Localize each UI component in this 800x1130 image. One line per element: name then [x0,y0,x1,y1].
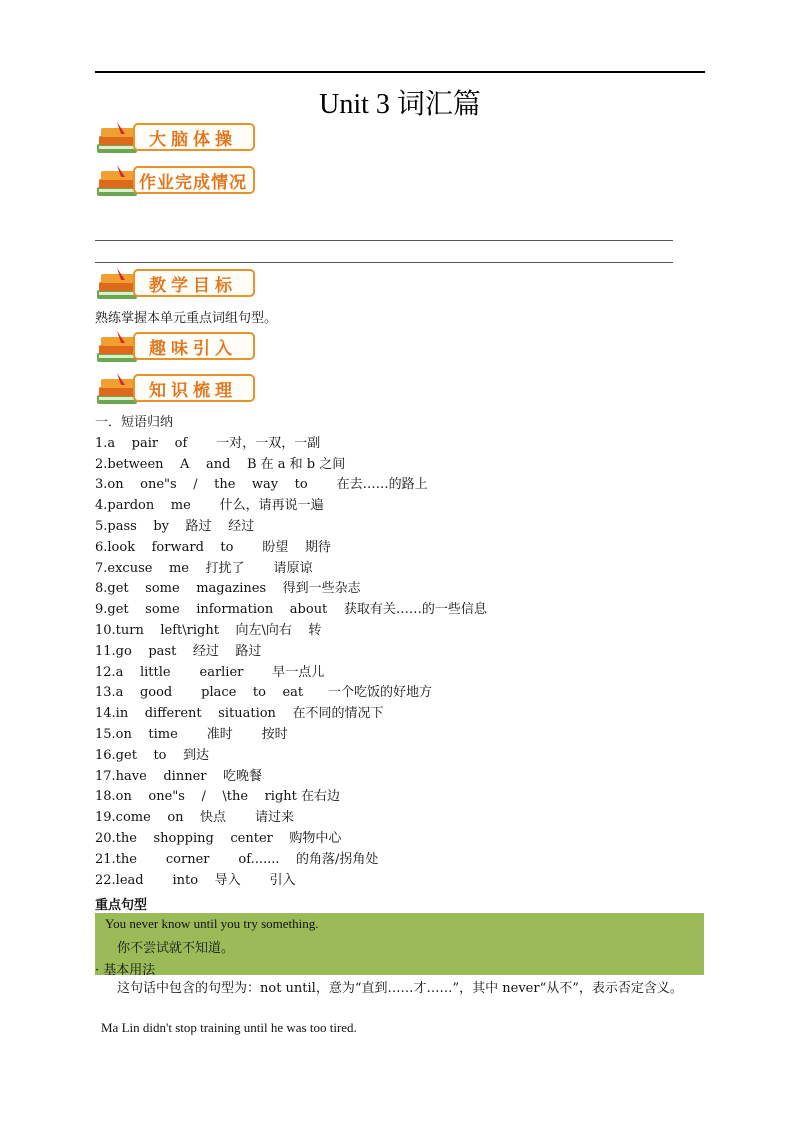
page-title: Unit 3 词汇篇 [319,89,481,120]
list-item: 10.turn left\right 向左\向右 转 [95,622,322,638]
banner-tag [133,269,255,297]
banner-label: 大脑体操 [149,129,237,150]
banner-label: 趣味引入 [149,338,237,359]
banner-tag [133,123,255,151]
list-item: 1.a pair of 一对，一双，一副 [95,435,321,451]
list-item: 20.the shopping center 购物中心 [95,830,342,846]
list-item: 6.look forward to 盼望 期待 [95,539,331,555]
banner-tag [133,332,255,360]
list-item: 11.go past 经过 路过 [95,643,262,659]
list-item: 19.come on 快点 请过来 [95,810,294,826]
banner-tag [133,374,255,402]
list-item: 7.excuse me 打扰了 请原谅 [95,560,313,576]
list-item: 15.on time 准时 按时 [95,726,288,742]
list-item: 12.a little earlier 早一点儿 [95,664,325,680]
list-item: 18.on one"s / \the right 在右边 [95,789,341,805]
list-item: 9.get some information about 获取有关……的一些信息 [95,602,487,618]
explanation-paragraph: 这句话中包含的句型为：not until，意为“直到……才……”，其中 never“从不”，表示否定含义。 [117,981,683,996]
writing-line [95,262,673,263]
banner-intro [95,327,270,367]
key-sentence-box [95,913,704,978]
writing-line [95,240,673,241]
key-sentence-chinese: 你不尝试就不知道。 [117,941,235,956]
banner-goals [95,264,270,304]
list-item: 17.have dinner 吃晚餐 [95,768,263,784]
header-rule [95,71,705,73]
banner-warmup [95,118,270,158]
key-sentence-english: You never know until you try something. [105,916,319,931]
usage-label: · 基本用法 [95,963,156,978]
banner-knowledge [95,369,270,409]
phrase-list [95,413,705,891]
example-sentence: Ma Lin didn't stop training until he was too tired. [101,1020,357,1035]
banner-label: 知识梳理 [149,380,237,401]
banner-homework [95,161,270,201]
list-item: 16.get to 到达 [95,747,210,763]
list-item: 21.the corner of....... 的角落/拐角处 [95,851,379,867]
list-item: 2.between A and B 在 a 和 b 之间 [95,456,346,472]
goals-text: 熟练掌握本单元重点词组句型。 [95,311,278,326]
banner-tag [133,166,255,194]
banner-label: 教学目标 [149,275,237,296]
banner-label: 作业完成情况 [139,172,247,193]
list-item: 3.on one"s / the way to 在去……的路上 [95,477,428,493]
list-item: 5.pass by 路过 经过 [95,518,255,534]
list-item: 8.get some magazines 得到一些杂志 [95,581,361,597]
list-item: 22.lead into 导入 引入 [95,872,296,888]
list-item: 4.pardon me 什么，请再说一遍 [95,498,324,514]
phrases-heading: 一．短语归纳 [95,415,174,430]
list-item: 13.a good place to eat 一个吃饭的好地方 [95,685,432,701]
list-item: 14.in different situation 在不同的情况下 [95,706,384,722]
key-sentence-label: 重点句型 [95,898,148,913]
